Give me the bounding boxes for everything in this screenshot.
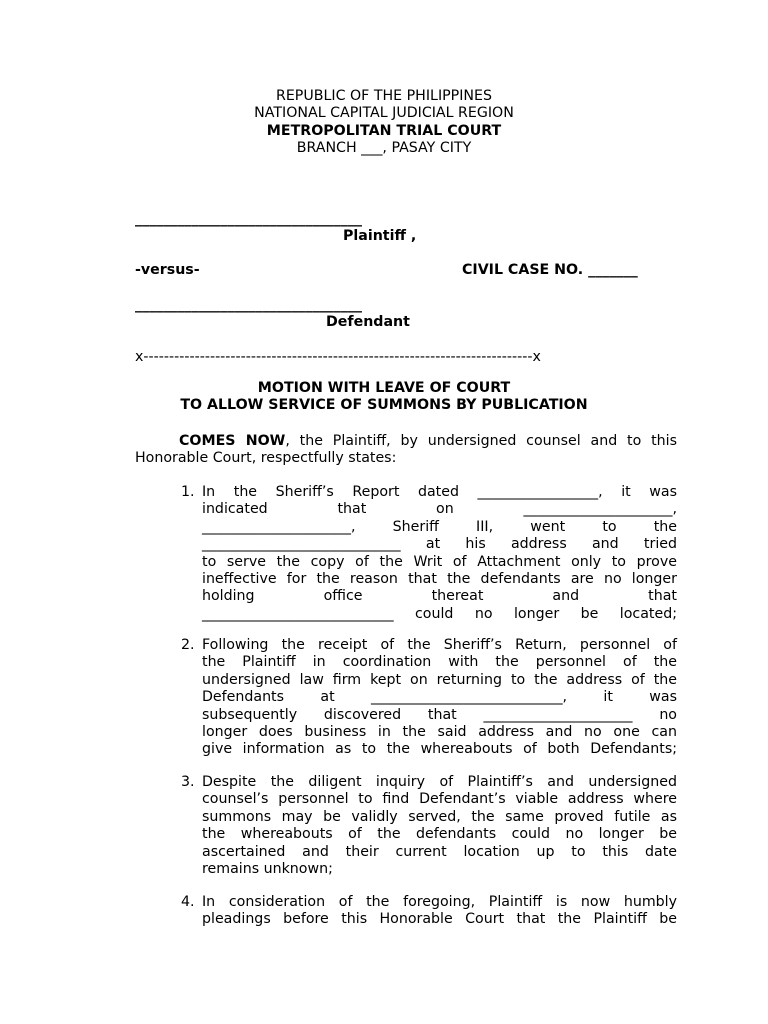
item-line: to serve the copy of the Writ of Attachment only to prove [202,553,677,570]
header-court: METROPOLITAN TRIAL COURT [266,122,502,139]
caption-separator: x----------------------------------------------------------------------------x [135,349,541,365]
item-line: ___________________________ could no longer be located; [202,605,677,622]
item-line: remains unknown; [202,861,333,878]
item-line: subsequently discovered that _____________________ no [202,706,677,723]
numbered-item [181,484,677,623]
header-republic: REPUBLIC OF THE PHILIPPINES [275,88,493,104]
item-number: 4. [181,894,195,910]
item-line: ____________________________ at his address and tried [202,536,677,553]
item-number: 1. [181,484,195,500]
intro-paragraph [135,433,677,468]
court-header [0,88,768,158]
header-branch: BRANCH ___, PASAY CITY [296,140,472,157]
item-line: counsel’s personnel to find Defendant’s viable address where [202,791,677,808]
civil-case-number: CIVIL CASE NO. _______ [462,262,638,278]
item-line: Despite the diligent inquiry of Plaintiff’s and undersigned [202,774,677,790]
title-line-2: TO ALLOW SERVICE OF SUMMONS BY PUBLICATION [180,397,588,414]
item-body [202,484,677,623]
item-line: Following the receipt of the Sheriff’s Return, personnel of [202,637,677,653]
item-line: the Plaintiff in coordination with the personnel of the [202,654,677,671]
motion-title [0,380,768,415]
item-line: In consideration of the foregoing, Plaintiff is now humbly [202,894,677,910]
numbered-item [181,637,677,759]
numbered-item [181,774,677,878]
header-region: NATIONAL CAPITAL JUDICIAL REGION [254,105,514,122]
title-line-1: MOTION WITH LEAVE OF COURT [257,380,511,396]
defendant-label: Defendant [326,314,410,330]
item-line: undersigned law firm kept on returning to the address of the [202,671,677,688]
item-line: indicated that on _____________________, [202,501,677,518]
item-line: give information as to the whereabouts of both Defendants; [202,741,677,758]
intro-text: , the Plaintiff, by undersigned counsel and to this [285,433,677,449]
defendant-name-blank: ________________________________ [135,297,362,313]
plaintiff-name-blank: ________________________________ [135,211,362,227]
item-line: _____________________, Sheriff III, went to the [202,518,677,535]
item-line: ineffective for the reason that the defendants are no longer [202,571,677,588]
item-line: summons may be validly served, the same proved futile as [202,808,677,825]
item-line: holding office thereat and that [202,588,677,605]
item-line: Defendants at ___________________________, it was [202,689,677,706]
versus-label: -versus- [135,262,200,278]
item-body [202,894,677,929]
intro-line-1 [135,433,677,450]
item-body [202,637,677,759]
item-number: 3. [181,774,195,790]
numbered-item [181,894,677,929]
item-line: longer does business in the said address and no one can [202,724,677,741]
intro-line-2: Honorable Court, respectfully states: [135,450,397,467]
comes-now: COMES NOW [179,433,286,449]
item-body [202,774,677,878]
plaintiff-label: Plaintiff , [343,228,417,244]
item-line: the whereabouts of the defendants could no longer be [202,826,677,843]
item-line: pleadings before this Honorable Court that the Plaintiff be [202,911,677,928]
item-line: In the Sheriff’s Report dated _________________, it was [202,484,677,500]
item-line: ascertained and their current location up to this date [202,843,677,860]
item-number: 2. [181,637,195,653]
